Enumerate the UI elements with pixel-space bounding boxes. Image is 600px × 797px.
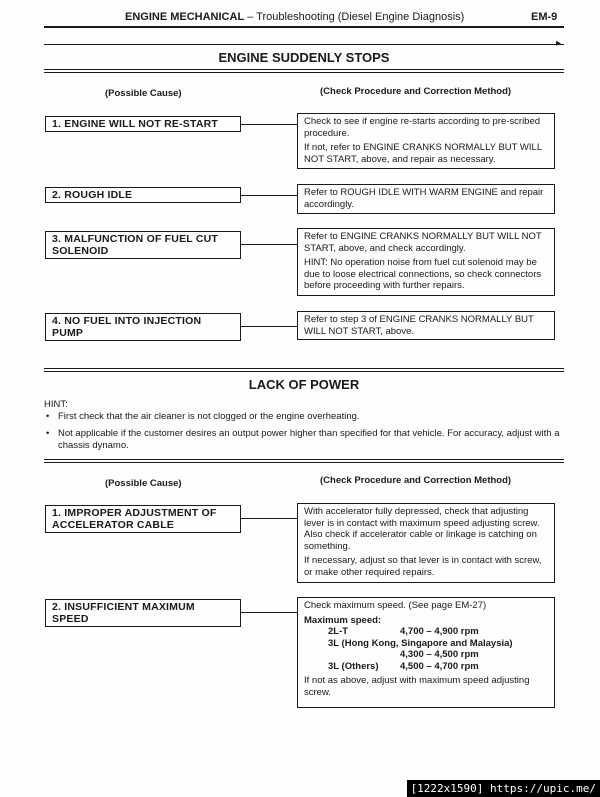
s1-check-4-line-1: Refer to step 3 of ENGINE CRANKS NORMALLY BUT WILL NOT START, above. (304, 314, 534, 337)
s1-connector-4 (241, 326, 297, 327)
s1-connector-3 (241, 244, 297, 245)
s1-cause-3: 3. MALFUNCTION OF FUEL CUT SOLENOID (45, 231, 241, 259)
bullet-text: Not applicable if the customer desires an output power higher than specified for that vehicle. For accuracy, adjust with a chassis dynamo. (58, 428, 560, 451)
section1-col-check: (Check Procedure and Correction Method) (320, 86, 512, 97)
section1-title: ENGINE SUDDENLY STOPS (218, 50, 390, 65)
header-title-bold: ENGINE MECHANICAL (125, 11, 245, 23)
section1-title-rule (44, 69, 564, 70)
section1-top-rule (44, 44, 564, 45)
s1-check-1-line-2: If not, refer to ENGINE CRANKS NORMALLY BUT WILL NOT START, above, and repair as necessary. (304, 142, 542, 165)
s2-spec-row-3 (304, 661, 548, 673)
s2-spec-row-2-value (304, 649, 548, 661)
section2-hint-label: HINT: (44, 399, 68, 410)
s1-check-4 (297, 311, 555, 340)
s2-check-1-line-2: If necessary, adjust so that lever is in contact with screw, or make other required repairs. (304, 555, 542, 578)
bullet-text: First check that the air cleaner is not clogged or the engine overheating. (58, 411, 360, 422)
s1-check-2 (297, 184, 555, 214)
header-rule (44, 26, 564, 28)
s2-check-1-line-1: With accelerator fully depressed, check that adjusting lever is in contact with maximum speed adjusting screw. Also check if accelerator cable or linkage is catching on something. (304, 506, 540, 552)
spec-model: 2L-T (328, 626, 349, 637)
spec-model: 3L (Hong Kong, Singapore and Malaysia) (328, 637, 513, 649)
s1-cause-1: 1. ENGINE WILL NOT RE-START (45, 116, 241, 132)
section2-top-rule-2 (44, 371, 564, 372)
s2-spec-row-1 (304, 626, 548, 638)
s2-check-2-intro: Check maximum speed. (See page EM-27) (304, 600, 487, 611)
spec-value: 4,700 – 4,900 rpm (400, 626, 479, 637)
header-title-rest: – Troubleshooting (Diesel Engine Diagnosis) (244, 11, 465, 23)
section2-top-rule (44, 368, 564, 369)
bullet-dot: • (46, 411, 50, 422)
s2-check-2 (297, 597, 555, 708)
s1-check-3-line-1: Refer to ENGINE CRANKS NORMALLY BUT WILL NOT START, above, and check accordingly. (304, 231, 542, 254)
s2-cause-1: 1. IMPROPER ADJUSTMENT OF ACCELERATOR CABLE (45, 505, 241, 533)
s2-check-1 (297, 503, 555, 583)
s1-check-1-line-1: Check to see if engine re-starts according to pre-scribed procedure. (304, 116, 541, 139)
s2-connector-1 (241, 518, 297, 519)
bullet-dot: • (46, 428, 50, 439)
section2-mid-rule (44, 459, 564, 460)
section1-title-rule-2 (44, 72, 564, 73)
spec-value: 4,300 – 4,500 rpm (400, 649, 479, 660)
section2-title: LACK OF POWER (248, 377, 360, 392)
page-number: EM-9 (531, 11, 558, 23)
s2-check-2-outro: If not as above, adjust with maximum speed adjusting screw. (304, 675, 530, 698)
s1-check-1 (297, 113, 555, 169)
s2-cause-2: 2. INSUFFICIENT MAXIMUM SPEED (45, 599, 241, 627)
spec-value: 4,500 – 4,700 rpm (400, 660, 479, 672)
s2-spec-label: Maximum speed: (304, 614, 382, 626)
s2-connector-2 (241, 612, 297, 613)
section2-mid-rule-2 (44, 462, 564, 463)
image-size-tag: [1222x1590] https://upic.me/ (407, 780, 600, 797)
s2-spec-row-2 (304, 638, 548, 650)
s1-check-3-hint: HINT: No operation noise from fuel cut solenoid may be due to loose electrical connections, so check connectors before proceeding with further repairs. (304, 257, 542, 291)
page-header-title (125, 11, 464, 23)
section2-col-cause: (Possible Cause) (105, 478, 182, 489)
s1-connector-2 (241, 195, 297, 196)
section2-col-check: (Check Procedure and Correction Method) (320, 475, 512, 486)
s1-connector-1 (241, 124, 297, 125)
spec-model: 3L (Others) (328, 660, 379, 672)
s1-cause-4: 4. NO FUEL INTO INJECTION PUMP (45, 313, 241, 341)
s1-check-3 (297, 228, 555, 296)
section1-col-cause: (Possible Cause) (105, 88, 182, 99)
s1-check-2-line-1: Refer to ROUGH IDLE WITH WARM ENGINE and repair accordingly. (304, 187, 544, 210)
s1-cause-2: 2. ROUGH IDLE (45, 187, 241, 203)
